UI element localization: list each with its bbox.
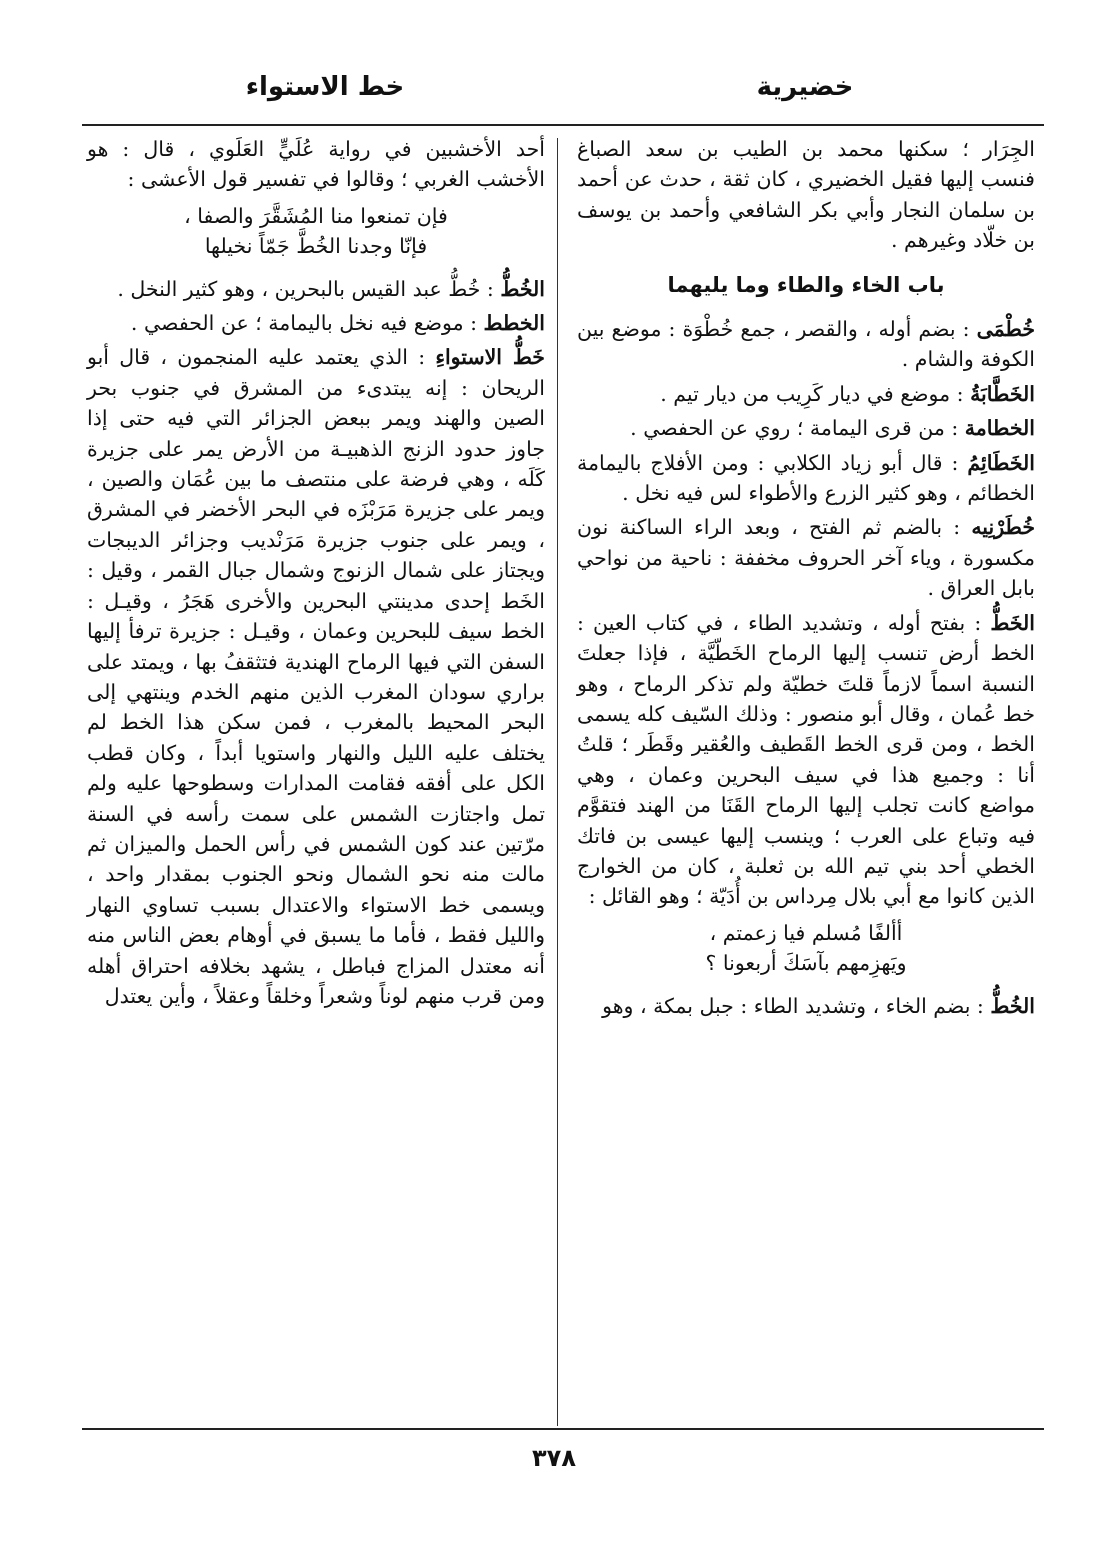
dictionary-entry	[577, 512, 1035, 603]
dictionary-entry	[577, 379, 1035, 409]
poem-verse	[577, 918, 1035, 979]
entry-headword: الخُطُّ	[990, 993, 1035, 1018]
entry-headword: الخَطَّابَةُ	[970, 381, 1035, 406]
running-head-left: خط الاستواء	[245, 72, 405, 102]
entry-text: : موضع فيه نخل باليمامة ؛ عن الحفصي .	[130, 311, 484, 336]
column-divider	[557, 138, 558, 1426]
continuation-paragraph: أحد الأخشبين في رواية عُلَيٍّ العَلَوي ، قال : هو الأخشب الغربي ؛ وقالوا في تفسير قول الأعشى :	[87, 137, 545, 192]
verse-line: فإنّا وجدنا الخُطَّ جَمّاً نخيلها	[204, 234, 428, 259]
verse-line: فإن تمنعوا منا المُشَقَّرَ والصفا ،	[184, 203, 448, 228]
entry-headword: الخَطَائِمُ	[967, 450, 1035, 475]
entry-headword: خُطَرْنِيه	[971, 515, 1035, 540]
verse-line: ويَهزِمهم بآسَكَ أربعونا ؟	[705, 951, 907, 976]
entry-headword: الخَطُّ	[990, 610, 1035, 635]
entry-headword: خَطُّ الاستواءِ	[435, 345, 545, 370]
dictionary-entry	[577, 608, 1035, 912]
dictionary-entry	[577, 314, 1035, 375]
entry-text: : بفتح أوله ، وتشديد الطاء ، في كتاب العين : الخط أرض تنسب إليها الرماح الخَطّيَّة ، فإذا جعلتَ النسبة اسماً لازماً قلتَ خطيّة ولم تذكر الرماح ، وهو خط عُمان ، وقال أبو منصور : وذلك السّيف كله يسمى الخط ، ومن قرى الخط القَطيف والعُقير وقَطَر ؛ قلتُ أنا : وجميع هذا في سيف البحرين وعمان ، وهي مواضع كانت تجلب إليها الرماح القَنَا من الهند فتقوَّم فيه وتباع على العرب ؛ وينسب إليها عيسى بن فاتك الخطي أحد بني تيم الله بن ثعلبة ، كان من الخوارج الذين كانوا مع أبي بلال مِرداس بن أُدَيّة ؛ وهو القائل :	[577, 610, 1035, 909]
left-column	[87, 134, 545, 1015]
dictionary-entry	[87, 274, 545, 304]
running-head-right: خضيرية	[756, 72, 854, 102]
section-heading: باب الخاء والطاء وما يليهما	[667, 272, 945, 297]
page-number: ٣٧٨	[532, 1444, 576, 1472]
intro-paragraph: الجِرَار ؛ سكنها محمد بن الطيب بن سعد الصباغ فنسب إليها فقيل الخضيري ، كان ثقة ، حدث عن أحمد بن سلمان النجار وأبي بكر الشافعي وأحمد بن يوسف بن خلّاد وغيرهم .	[577, 137, 1035, 253]
entry-text: : موضع في ديار كَرِيب من ديار تيم .	[660, 381, 971, 406]
entry-text: : بضم الخاء ، وتشديد الطاء : جبل بمكة ، وهو	[602, 993, 991, 1018]
header-rule	[82, 124, 1044, 126]
dictionary-entry	[577, 991, 1035, 1021]
dictionary-entry	[87, 342, 545, 1011]
entry-text: : قال أبو زياد الكلابي : ومن الأفلاج باليمامة الخطائم ، وهو كثير الزرع والأطواء لس فيه نخل .	[577, 450, 1035, 506]
entry-text: : الذي يعتمد عليه المنجمون ، قال أبو الريحان : إنه يبتدىء من المشرق في جنوب بحر الصين والهند ويمر ببعض الجزائر التي فيه حتى إذا جاوز حدود الزنج الذهبيـة من الأرض يمر على جزيرة كَلَه ، وهي فرضة على منتصف ما بين عُمَان والصين ، ويمر على جزيرة مَرَبْزَه في البحر الأخضر في المشرق ، ويمر على جنوب جزيرة مَرَنْديب وجزائر الديبجات ويجتاز على شمال الزنوج وشمال جبال القمر ، وقيل : الخَط إحدى مدينتي البحرين والأخرى هَجَرُ ، وقيـل : الخط سيف للبحرين وعمان ، وقيـل : جزيرة ترفأ إليها السفن التي فيها الرماح الهندية فتثقفُ بها ، ويمتد على براري سودان المغرب الذين منهم الخدم وينتهي إلى البحر المحيط بالمغرب ، فمن سكن هذا الخط لم يختلف عليه الليل والنهار واستويا أبداً ، وكان قطب الكل على أفقه فقامت المدارات وسطوحها عليه ولم تمل واجتازت الشمس على سمت رأسه في السنة مرّتين عند كون الشمس في رأس الحمل والميزان ثم مالت منه نحو الشمال ونحو الجنوب بمقدار واحد ، ويسمى خط الاستواء والاعتدال بسبب تساوي النهار والليل فقط ، فأما ما يسبق في أوهام بعض الناس منه أنه معتدل المزاج فباطل ، يشهد بخلافه احتراق أهله ومن قرب منهم لوناً وشعراً وخلقاً وعقلاً ، وأين يعتدل	[87, 345, 545, 1008]
entry-headword: خُطْمَى	[976, 317, 1035, 342]
entry-headword: الخطامة	[964, 416, 1035, 441]
dictionary-entry	[87, 308, 545, 338]
entry-text: : بضم أوله ، والقصر ، جمع خُطْوَة : موضع بين الكوفة والشام .	[577, 317, 1035, 372]
entry-text: : من قرى اليمامة ؛ روي عن الحفصي .	[630, 416, 965, 441]
entry-headword: الخُطُّ	[500, 276, 545, 301]
poem-verse	[87, 201, 545, 262]
dictionary-entry	[577, 448, 1035, 509]
footer-rule	[82, 1428, 1044, 1430]
dictionary-entry	[577, 413, 1035, 443]
right-column	[577, 134, 1035, 1025]
entry-text: : خُطُّ عبد القيس بالبحرين ، وهو كثير النخل .	[117, 276, 501, 301]
verse-line: أألفًا مُسلم فيا زعمتم ،	[709, 920, 903, 945]
entry-text: : بالضم ثم الفتح ، وبعد الراء الساكنة نون مكسورة ، وياء آخر الحروف مخففة : ناحية من نواحي بابل العراق .	[577, 515, 1035, 601]
entry-headword: الخطط	[483, 311, 545, 336]
